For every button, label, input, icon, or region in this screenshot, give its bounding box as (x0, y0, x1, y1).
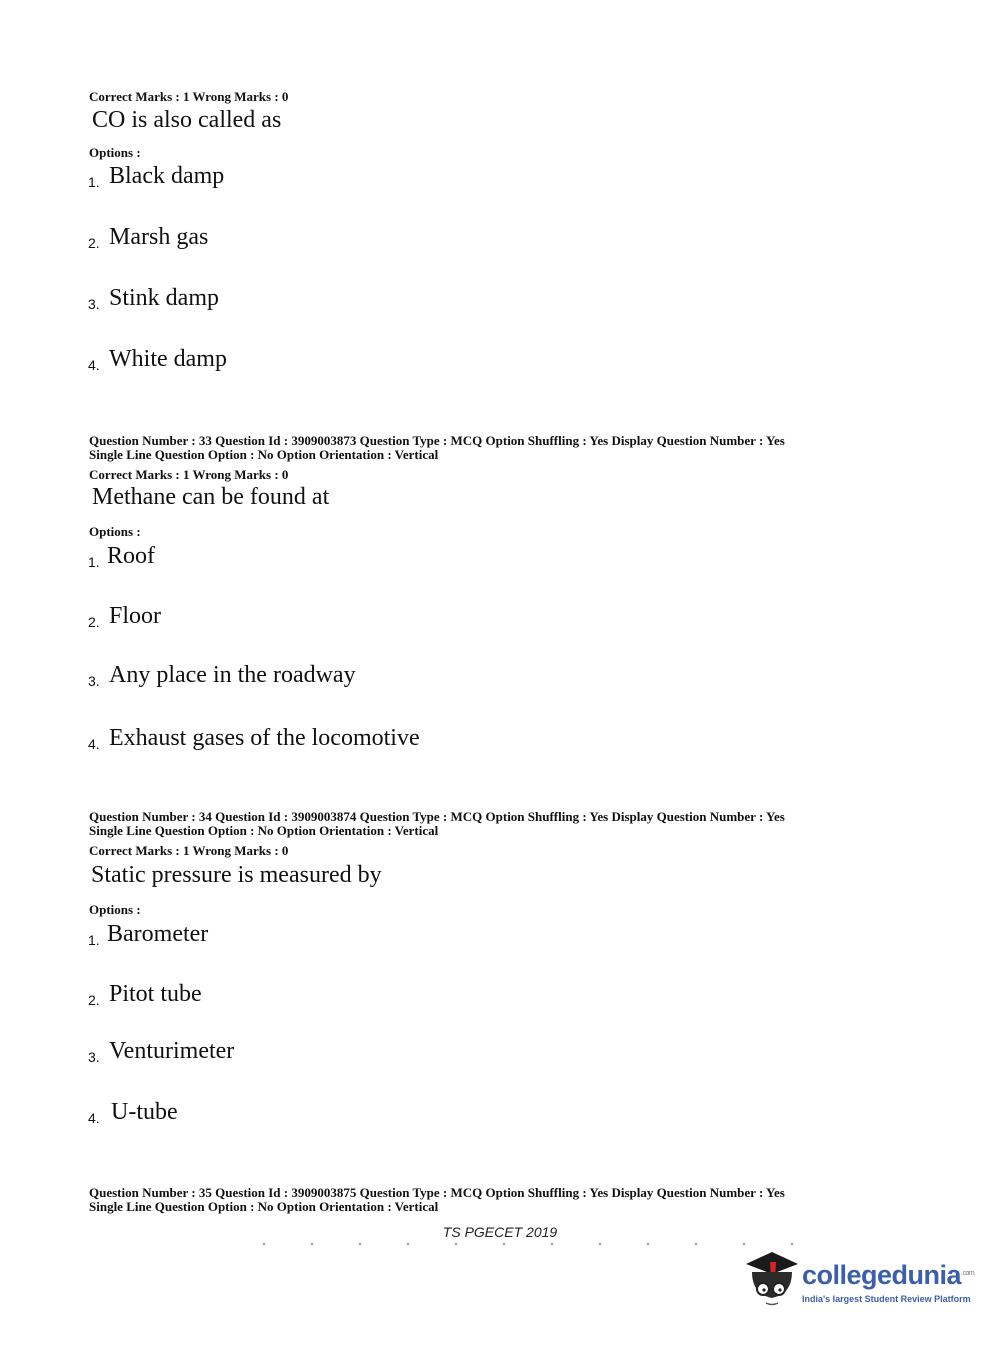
option-text: U-tube (111, 1099, 178, 1125)
brand-name-text: collegedunia (802, 1260, 962, 1290)
option-text: Floor (109, 603, 162, 629)
option-text: Stink damp (109, 285, 220, 311)
brand-suffix: .com (961, 1270, 975, 1277)
q33-header-line-1: Question Number : 33 Question Id : 3909003873 Question Type : MCQ Option Shuffling : Yes Display Question Number : Yes (89, 433, 785, 448)
q35-header-line-2: Single Line Question Option : No Option Orientation : Vertical (89, 1199, 439, 1214)
q33-header-line-2: Single Line Question Option : No Option Orientation : Vertical (89, 447, 439, 462)
option-number: 3. (88, 673, 100, 689)
q34-header-line-1: Question Number : 34 Question Id : 3909003874 Question Type : MCQ Option Shuffling : Yes Display Question Number : Yes (89, 809, 785, 824)
footer-dotted-rule (240, 1243, 820, 1245)
q32-question-text: CO is also called as (92, 107, 282, 133)
option-text: Marsh gas (109, 224, 209, 250)
option-text: Black damp (109, 163, 225, 189)
q34-options-label: Options : (89, 902, 141, 917)
graduate-mascot-icon (742, 1246, 802, 1306)
option-number: 4. (88, 736, 100, 752)
brand-tagline: India's largest Student Review Platform (802, 1294, 971, 1304)
option-text: White damp (109, 346, 227, 372)
option-number: 1. (88, 174, 100, 190)
option-number: 2. (88, 235, 100, 251)
brand-name (802, 1260, 974, 1291)
q33-question-text: Methane can be found at (92, 484, 330, 510)
q34-question-text: Static pressure is measured by (91, 862, 382, 888)
option-number: 4. (88, 1110, 100, 1126)
option-text: Pitot tube (109, 981, 202, 1007)
option-text: Any place in the roadway (109, 662, 356, 688)
option-number: 2. (88, 992, 100, 1008)
collegedunia-logo (742, 1246, 975, 1316)
q32-options-label: Options : (89, 145, 141, 160)
q32-marks: Correct Marks : 1 Wrong Marks : 0 (89, 89, 289, 104)
q34-marks: Correct Marks : 1 Wrong Marks : 0 (89, 843, 289, 858)
option-number: 3. (88, 296, 100, 312)
q35-header-line-1: Question Number : 35 Question Id : 3909003875 Question Type : MCQ Option Shuffling : Yes Display Question Number : Yes (89, 1185, 785, 1200)
option-number: 2. (88, 614, 100, 630)
option-number: 1. (88, 932, 100, 948)
option-number: 4. (88, 357, 100, 373)
footer-exam-title: TS PGECET 2019 (442, 1224, 558, 1240)
q34-header-line-2: Single Line Question Option : No Option Orientation : Vertical (89, 823, 439, 838)
q33-options-label: Options : (89, 524, 141, 539)
option-text: Exhaust gases of the locomotive (109, 725, 420, 751)
q33-marks: Correct Marks : 1 Wrong Marks : 0 (89, 467, 289, 482)
option-text: Barometer (107, 921, 209, 947)
option-text: Venturimeter (109, 1038, 235, 1064)
option-text: Roof (107, 543, 155, 569)
option-number: 3. (88, 1049, 100, 1065)
option-number: 1. (88, 554, 100, 570)
